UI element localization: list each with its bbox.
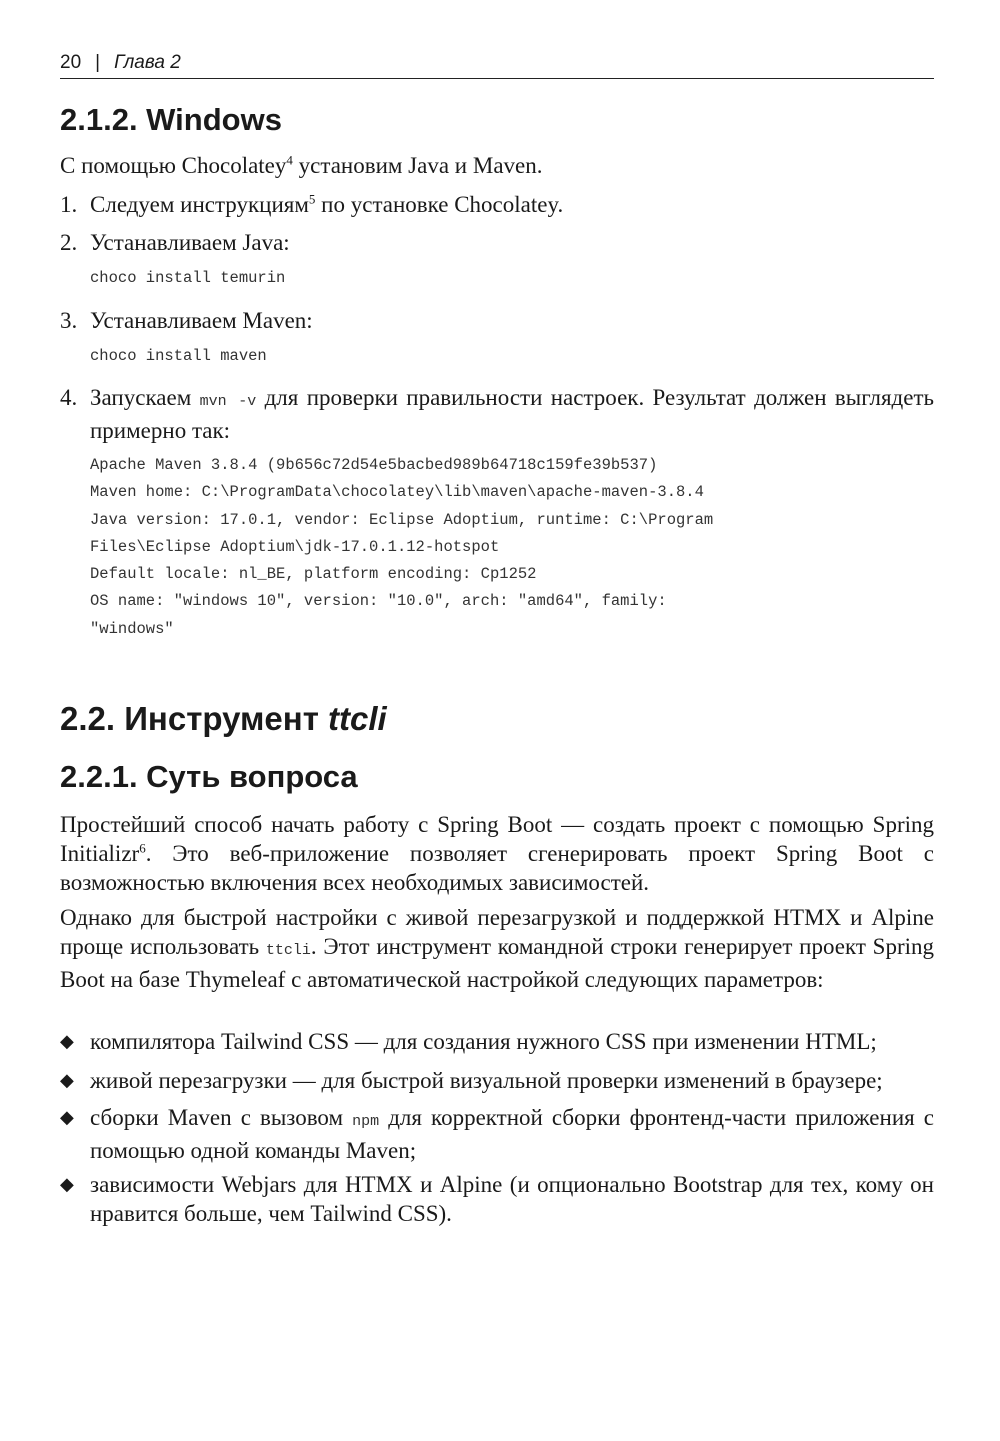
step-1: [60, 190, 934, 219]
paragraph-ttcli: [60, 903, 934, 994]
header-separator: |: [95, 52, 101, 73]
paragraph-spring-initializr: [60, 810, 934, 897]
footnote-ref-4: 4: [286, 152, 293, 168]
step-text: Устанавливаем Java:: [90, 230, 290, 255]
bullet-text-start: сборки Maven с вызовом: [90, 1105, 353, 1130]
step-3: [60, 306, 934, 335]
bullet-item: [60, 1170, 934, 1228]
output-line: Java version: 17.0.1, vendor: Eclipse Adoptium, runtime: C:\Program: [90, 510, 714, 529]
output-line: Default locale: nl_BE, platform encoding: Cp1252: [90, 565, 537, 584]
code-install-maven: choco install maven: [90, 347, 267, 365]
footnote-ref-6: 6: [139, 840, 146, 856]
output-line: Files\Eclipse Adoptium\jdk-17.0.1.12-hotspot: [90, 537, 500, 556]
para-text: Простейший способ начать работу с Spring Boot — создать проект с помощью Spring Initializr: [60, 812, 934, 866]
step-text: Устанавливаем Maven:: [90, 308, 313, 333]
step-text: [90, 383, 934, 445]
bullet-text: зависимости Webjars для HTMX и Alpine (и опционально Bootstrap для тех, кому он нравится больше, чем Tailwind CSS).: [90, 1172, 934, 1226]
para-text-end: . Это веб-приложение позволяет сгенерировать проект Spring Boot с возможностью включения всех необходимых зависимостей.: [60, 841, 934, 895]
code-install-java: choco install temurin: [90, 269, 286, 287]
intro-text-end: установим Java и Maven.: [292, 153, 543, 178]
step-number: 3.: [60, 308, 78, 333]
bullet-diamond-icon: ◆: [60, 1174, 74, 1194]
section-heading-2-2: [60, 700, 387, 738]
output-line: Apache Maven 3.8.4 (9b656c72d54e5bacbed989b64718c159fe39b537): [90, 456, 658, 474]
output-line: "windows": [90, 619, 174, 638]
step-number: 2.: [60, 230, 78, 255]
bullet-text: живой перезагрузки — для быстрой визуальной проверки изменений в браузере;: [90, 1068, 883, 1093]
inline-code-mvn: mvn -v: [199, 393, 257, 410]
intro-paragraph: [60, 151, 934, 180]
chapter-title: Глава 2: [114, 52, 181, 73]
bullet-item: [60, 1066, 934, 1095]
heading-tool-name: ttcli: [328, 700, 387, 737]
step-2: [60, 228, 934, 257]
maven-output-block: [90, 452, 713, 643]
para-text: Однако для быстрой настройки с живой перезагрузкой и поддержкой HTMX и Alpine проще использовать: [60, 905, 934, 959]
running-header: [60, 52, 934, 79]
bullet-item: [60, 1027, 934, 1056]
step-text: [90, 190, 934, 219]
step-text-start: Запускаем: [90, 385, 200, 410]
step-4: [60, 383, 934, 445]
bullet-diamond-icon: ◆: [60, 1031, 74, 1051]
inline-code-npm: npm: [352, 1113, 380, 1130]
bullet-text: компилятора Tailwind CSS — для создания нужного CSS при изменении HTML;: [90, 1029, 877, 1054]
step-text-start: Следуем инструкциям: [90, 192, 309, 217]
output-line: Maven home: C:\ProgramData\chocolatey\lib\maven\apache-maven-3.8.4: [90, 483, 704, 502]
heading-text: 2.2. Инструмент: [60, 700, 329, 737]
output-line: OS name: "windows 10", version: "10.0", arch: "amd64", family:: [90, 592, 667, 611]
bullet-text-end: для корректной сборки фронтенд-части приложения с помощью одной команды Maven;: [90, 1105, 934, 1163]
footnote-ref-5: 5: [308, 191, 316, 207]
inline-code-ttcli: ttcli: [265, 942, 311, 959]
bullet-text: [90, 1103, 934, 1165]
page-number: 20: [60, 52, 82, 73]
section-heading-2-1-2: 2.1.2. Windows: [60, 102, 282, 137]
step-number: 4.: [60, 385, 78, 410]
step-number: 1.: [60, 192, 78, 217]
bullet-diamond-icon: ◆: [60, 1107, 74, 1127]
bullet-item: [60, 1103, 934, 1165]
step-text-end: по установке Chocolatey.: [315, 192, 564, 217]
para-text-end: . Этот инструмент командной строки генерирует проект Spring Boot на базе Thymeleaf с автоматической настройкой следующих параметров:: [60, 934, 934, 992]
bullet-diamond-icon: ◆: [60, 1070, 74, 1090]
step-text-end: для проверки правильности настроек. Результат должен выглядеть примерно так:: [90, 385, 934, 443]
intro-text: С помощью Chocolatey: [60, 153, 287, 178]
section-heading-2-2-1: 2.2.1. Суть вопроса: [60, 759, 358, 794]
